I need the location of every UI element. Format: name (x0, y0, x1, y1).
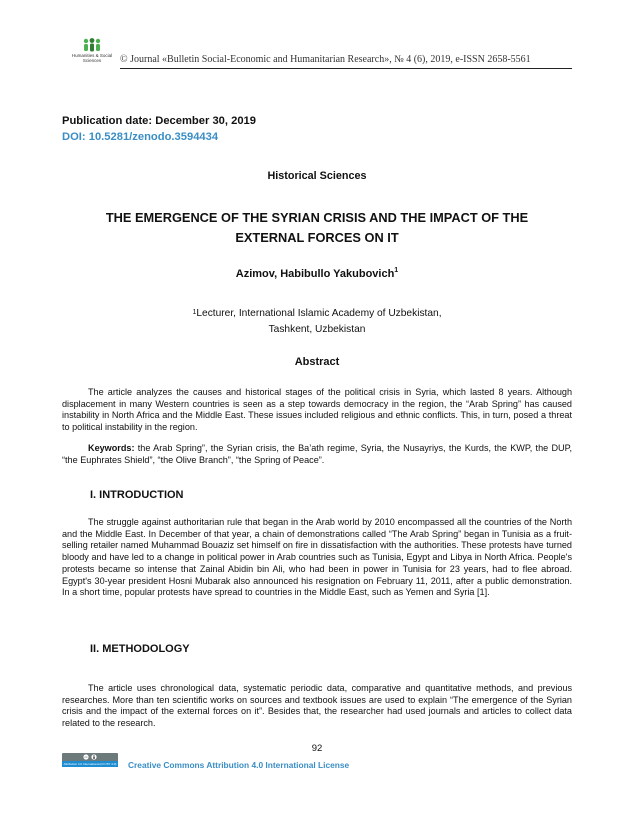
author-name (62, 268, 572, 280)
page-number: 92 (311, 743, 323, 754)
keywords-text: the Arab Spring”, the Syrian crisis, the Ba’ath regime, Syria, the Nusayriys, the Kurds, the KWP, the DUP, “the Euphrates Shield”, “the Olive Branch”, “the Spring of Peace”. (62, 443, 572, 465)
affiliation-line-2: Tashkent, Uzbekistan (268, 324, 366, 335)
license-link[interactable]: Creative Commons Attribution 4.0 International License (128, 760, 350, 770)
methodology-text: The article uses chronological data, systematic periodic data, comparative and quantitative methods, and previous researches. More than ten scientific works on sources and textbook issues are used to explain “The emergence of the Syrian crisis and the impact of the external forces on it”. Besides that, the researcher had used journals and articles to collect data related to the research. (62, 683, 572, 729)
section-label: Historical Sciences (267, 170, 367, 182)
cc-badge-icons (62, 753, 118, 760)
affiliation-footnote-mark: 1 (192, 309, 197, 316)
cc-badge-text: Attribution 4.0 International (CC BY 4.0) (63, 762, 117, 766)
methodology-paragraph (62, 683, 572, 730)
affiliation (62, 306, 572, 338)
paper-title (62, 208, 572, 248)
introduction-paragraph (62, 517, 572, 599)
title-line-2: EXTERNAL FORCES ON IT (235, 230, 399, 245)
abstract-paragraph (62, 387, 572, 434)
author-text: Azimov, Habibullo Yakubovich (235, 268, 395, 280)
abstract-text: The article analyzes the causes and historical stages of the political crisis in Syria, which lasted 8 years. Although displacement in many Western countries is seen as a step towards democracy in the region, the “Arab Spring” has caused instability in North Africa and the Middle East. These issues included religious and ethnic conflicts. This, in turn, posed a threat to political instability in the region. (62, 387, 572, 433)
cc-icon (83, 754, 89, 760)
abstract-heading: Abstract (294, 356, 340, 368)
by-person-icon (91, 754, 97, 760)
keywords-paragraph (62, 443, 572, 466)
people-logo-icon (81, 38, 103, 52)
journal-citation-line: © Journal «Bulletin Social-Economic and Humanitarian Research», № 4 (6), 2019, e-ISSN 2658-5561 (120, 54, 531, 65)
affiliation-line-1: Lecturer, International Islamic Academy of Uzbekistan, (196, 308, 442, 319)
logo-caption: Humanities & Social Sciences (71, 53, 113, 63)
introduction-heading: I. INTRODUCTION (90, 489, 184, 501)
publication-date: Publication date: December 30, 2019 (62, 115, 256, 127)
title-line-1: THE EMERGENCE OF THE SYRIAN CRISIS AND THE IMPACT OF THE (105, 210, 529, 225)
journal-logo (62, 38, 122, 66)
introduction-text: The struggle against authoritarian rule that began in the Arab world by 2010 encompassed all the countries of the North and the Middle East. In December of that year, a chain of demonstrations called “The Arab Spring” began in Tunisia as a fruit-selling retailer named Muhammad Bouaziz set himself on fire in dissatisfaction with the authorities. These protests have turned bloody and have led to a change in political power in Arab countries such as Tunisia, Egypt and Libya in North Africa. People's protests became so intense that Zainal Abidin bin Ali, who had been in power in Tunisia for 23 years, had to flee abroad. Egypt's 30-year president Hosni Mubarak also announced his resignation on February 11, 2011, after a public demonstration. In a short time, popular protests have spread to countries in the Middle East, such as Yemen and Syria [1]. (62, 517, 572, 598)
page-header (62, 38, 572, 66)
author-footnote-mark: 1 (394, 267, 399, 274)
svg-text:cc: cc (84, 754, 88, 759)
keywords-label: Keywords: (88, 443, 135, 453)
cc-license-badge[interactable] (62, 753, 118, 767)
header-divider (120, 68, 572, 69)
methodology-heading: II. METHODOLOGY (90, 643, 190, 655)
doi-link[interactable]: DOI: 10.5281/zenodo.3594434 (62, 131, 219, 143)
